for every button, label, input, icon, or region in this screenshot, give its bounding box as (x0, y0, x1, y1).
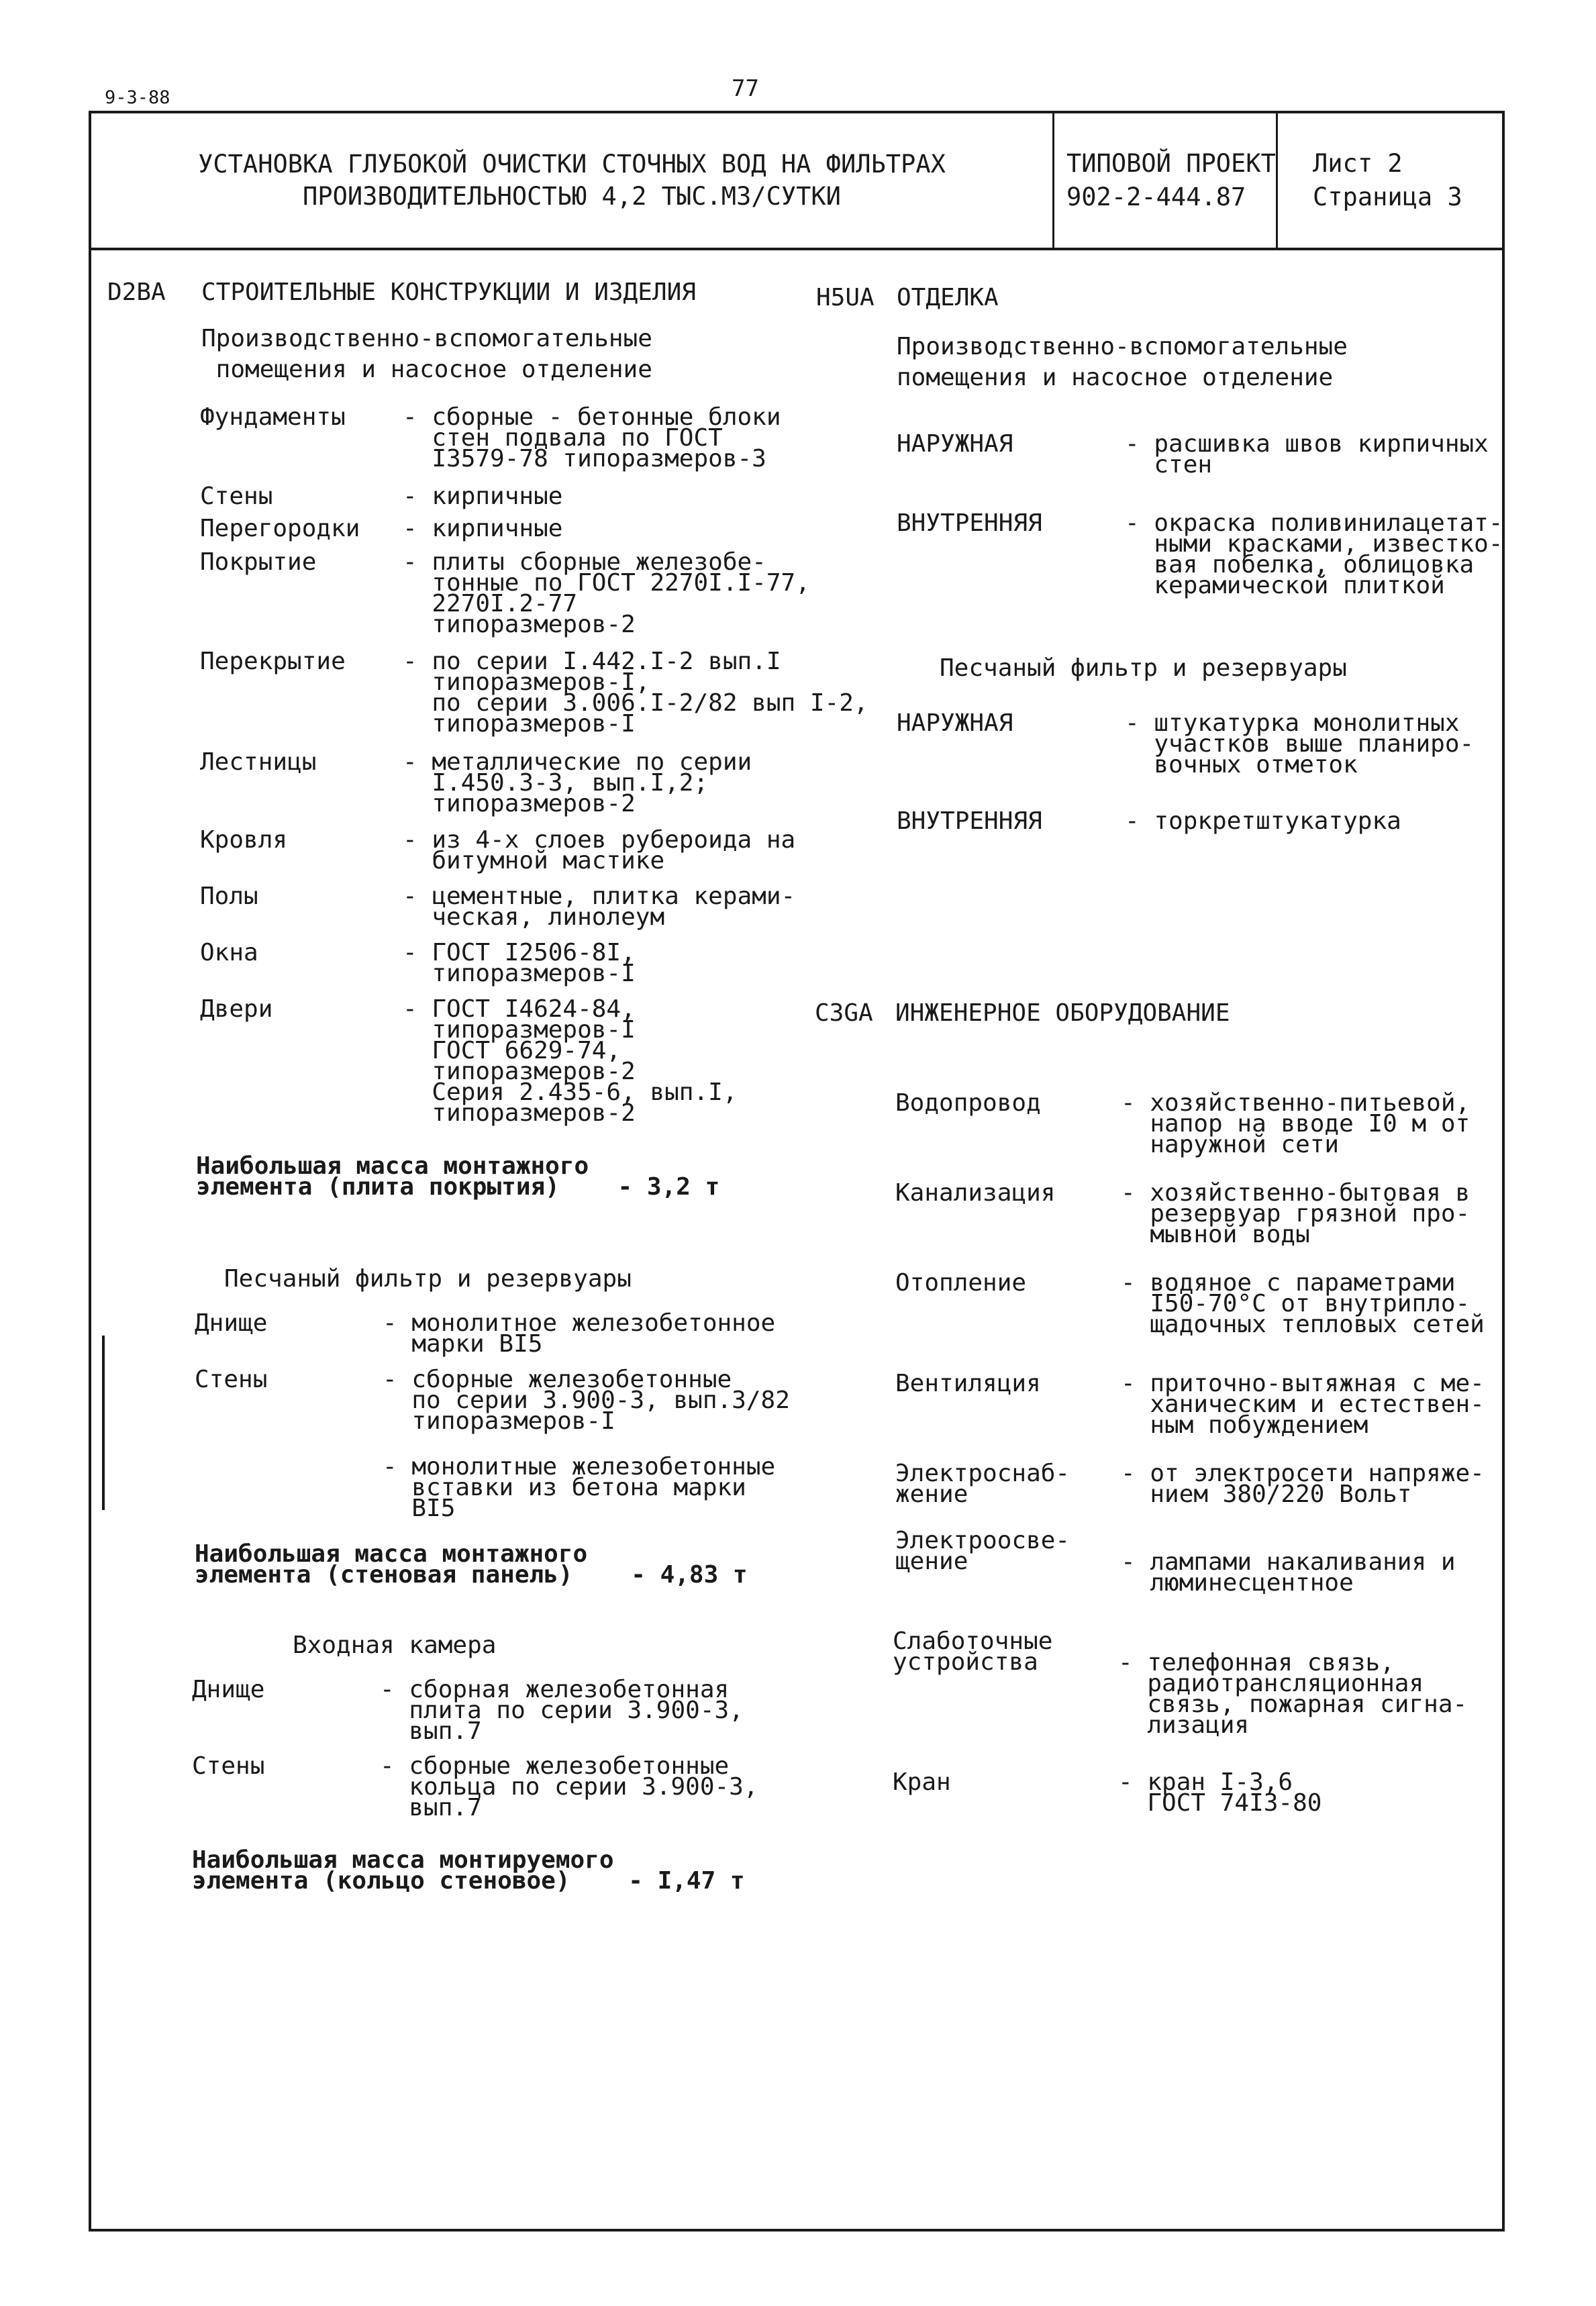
title-line-1: УСТАНОВКА ГЛУБОКОЙ ОЧИСТКИ СТОЧНЫХ ВОД НА ФИЛЬТРАХ (198, 150, 946, 179)
row-text: - телефонная связь, радиотрансляционная связь, пожарная сигна- лизация (1118, 1649, 1468, 1739)
row-label: Водопровод (895, 1089, 1041, 1117)
row-text: - сборные - бетонные блоки стен подвала по ГОСТ I3579-78 типоразмеров-3 (403, 403, 781, 472)
row-text: - ГОСТ I4624-84, типоразмеров-I ГОСТ 6629-74, типоразмеров-2 Серия 2.435-6, вып.I, типоразмеров-2 (403, 995, 738, 1127)
title-block (91, 113, 1502, 250)
row-label: Электроосве- щение (895, 1527, 1070, 1575)
row-label: ВНУТРЕННЯЯ (897, 807, 1042, 835)
subsection-sand-filter-right: Песчаный фильтр и резервуары (940, 654, 1347, 682)
row-text: - расшивка швов кирпичных стен (1125, 430, 1489, 479)
subsection-inlet-chamber: Входная камера (293, 1632, 497, 1659)
row-label: Днище (195, 1309, 268, 1337)
row-text: - цементные, плитка керами- ческая, линолеум (403, 883, 796, 931)
row-text: - сборная железобетонная плита по серии 3.900-3, вып.7 (380, 1676, 744, 1745)
row-label: Окна (200, 939, 258, 966)
row-text: - хозяйственно-питьевой, напор на вводе I0 м от наружной сети (1121, 1089, 1470, 1158)
document-code: 9-3-88 (105, 87, 170, 108)
row-text: - кирпичные (403, 515, 563, 542)
subsection-production: Производственно-вспомогательные помещения и насосное отделение (201, 325, 652, 383)
row-label: Стены (200, 483, 273, 510)
project-label: ТИПОВОЙ ПРОЕКТ (1066, 149, 1276, 178)
row-label: Кран (893, 1768, 951, 1796)
row-label: Отопление (895, 1269, 1027, 1297)
row-text: - ГОСТ I2506-8I, типоразмеров-I (403, 939, 636, 987)
max-mass-roof: Наибольшая масса монтажного элемента (плита покрытия) - 3,2 т (196, 1152, 720, 1201)
row-text: - водяное с параметрами I50-70°C от внутрипло- щадочных тепловых сетей (1121, 1269, 1485, 1338)
section-title-construction: СТРОИТЕЛЬНЫЕ КОНСТРУКЦИИ И ИЗДЕЛИЯ (201, 279, 696, 306)
document-title (91, 113, 1052, 248)
row-text: - из 4-х слоев рубероида на битумной мастике (403, 826, 796, 874)
row-label: Лестницы (200, 748, 317, 776)
page-number: 77 (732, 75, 759, 102)
section-title-engineering: ИНЖЕНЕРНОЕ ОБОРУДОВАНИЕ (895, 999, 1230, 1027)
row-text: - хозяйственно-бытовая в резервуар грязной про- мывной воды (1121, 1179, 1470, 1248)
row-label: Перекрытие (200, 648, 346, 675)
section-code-construction: D2BA (107, 279, 166, 306)
row-text: - металлические по серии I.450.3-3, вып.I,2; типоразмеров-2 (403, 748, 752, 817)
row-text: - сборные железобетонные по серии 3.900-3, вып.3/82 типоразмеров-I (383, 1366, 790, 1435)
row-text: - сборные железобетонные кольца по серии 3.900-3, вып.7 (380, 1752, 758, 1821)
section-title-finishing: ОТДЕЛКА (897, 284, 999, 311)
row-text: - кран I-3,6 ГОСТ 74I3-80 (1118, 1768, 1322, 1817)
row-label: Стены (195, 1366, 268, 1393)
row-text: - кирпичные (403, 483, 563, 510)
row-label: НАРУЖНАЯ (897, 430, 1013, 458)
row-label: Электроснаб- жение (895, 1460, 1070, 1508)
row-label: Стены (192, 1752, 265, 1780)
sheet-number: Лист 2 (1313, 149, 1403, 178)
subsection-sand-filter: Песчаный фильтр и резервуары (224, 1265, 632, 1293)
max-mass-panel: Наибольшая масса монтажного элемента (стеновая панель) - 4,83 т (195, 1540, 748, 1589)
row-text: - по серии I.442.I-2 вып.I типоразмеров-I, по серии 3.006.I-2/82 вып I-2, типоразмеров-I (403, 648, 868, 738)
row-label: Фундаменты (200, 403, 346, 431)
row-text: - лампами накаливания и люминесцентное (1121, 1548, 1456, 1597)
title-line-2: ПРОИЗВОДИТЕЛЬНОСТЬЮ 4,2 ТЫС.М3/СУТКИ (303, 182, 841, 211)
row-label: Перегородки (200, 515, 360, 542)
section-code-engineering: C3GA (815, 999, 873, 1027)
max-mass-ring: Наибольшая масса монтируемого элемента (кольцо стеновое) - I,47 т (192, 1846, 745, 1895)
sheet-cell (1278, 113, 1502, 281)
row-text: - монолитные железобетонные вставки из бетона марки BI5 (383, 1453, 776, 1522)
row-text: - приточно-вытяжная с ме- ханическим и естествен- ным побуждением (1121, 1370, 1485, 1439)
row-text: - плиты сборные железобе- тонные по ГОСТ 2270I.I-77, 2270I.2-77 типоразмеров-2 (403, 548, 810, 638)
margin-mark (102, 1336, 105, 1510)
project-cell (1052, 113, 1278, 248)
row-text: - от электросети напряже- нием 380/220 Вольт (1121, 1460, 1485, 1508)
row-label: Вентиляция (895, 1370, 1041, 1397)
row-text: - штукатурка монолитных участков выше планиро- вочных отметок (1125, 709, 1475, 779)
row-text: - торкретштукатурка (1125, 807, 1401, 835)
row-label: Покрытие (200, 548, 317, 576)
row-label: Канализация (895, 1179, 1056, 1207)
row-label: Днище (192, 1676, 265, 1703)
row-label: Слаботочные устройства (893, 1627, 1053, 1676)
project-number: 902-2-444.87 (1066, 183, 1246, 211)
row-label: ВНУТРЕННЯЯ (897, 509, 1042, 537)
row-text: - монолитное железобетонное марки BI5 (383, 1309, 776, 1358)
section-code-finishing: H5UA (816, 284, 875, 311)
row-text: - окраска поливинилацетат- ными красками, известко- вая побелка, облицовка керамической плиткой (1125, 509, 1503, 599)
row-label: НАРУЖНАЯ (897, 709, 1013, 737)
row-label: Кровля (200, 826, 288, 854)
subsection-production-right: Производственно-вспомогательные помещения и насосное отделение (897, 333, 1348, 391)
row-label: Полы (200, 883, 258, 910)
page-label: Страница 3 (1313, 183, 1462, 211)
row-label: Двери (200, 995, 273, 1023)
